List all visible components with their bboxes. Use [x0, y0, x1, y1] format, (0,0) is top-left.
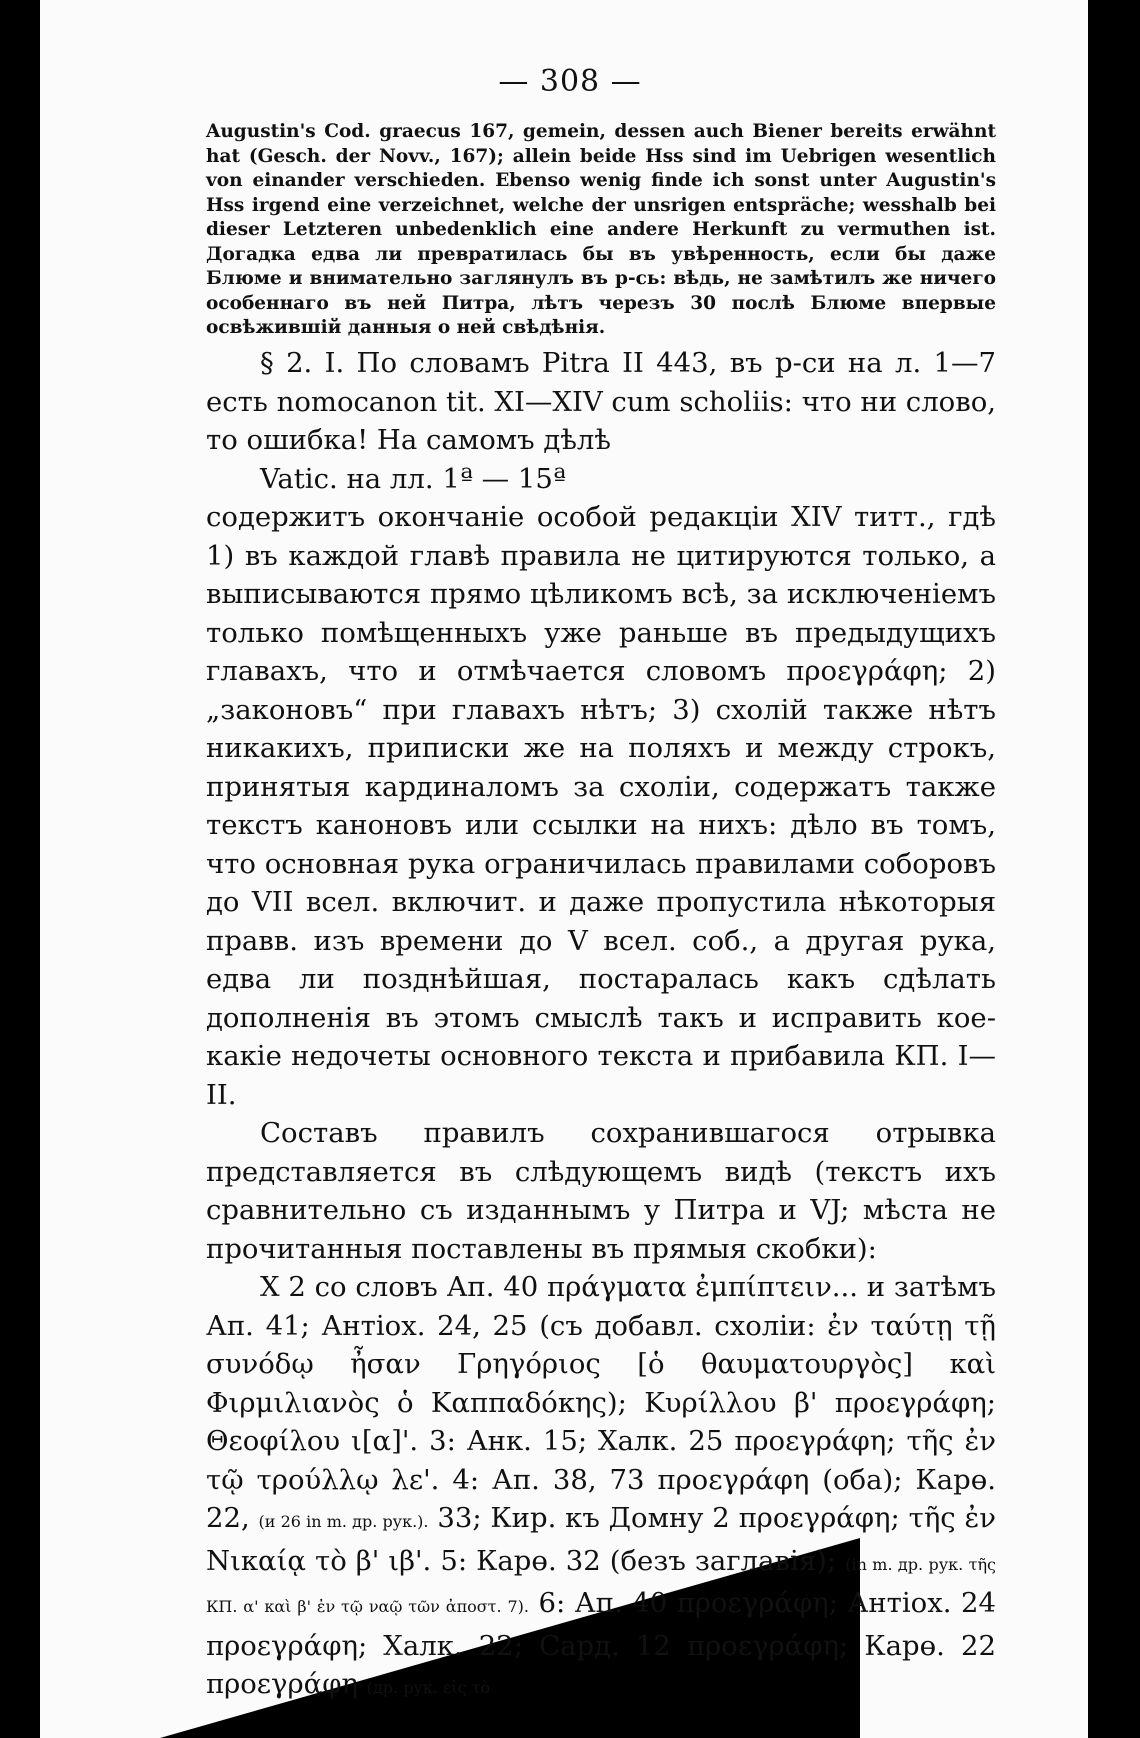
paragraph-4c: 6: Ап. 40 προεγράφη; Антіох. 24 προεγράφη; Халк. 22; Сард. 12 προεγράφη; Карө. 22 προεγράφη [206, 1587, 996, 1700]
vatic-line: Vatic. на лл. 1ª — 15ª [260, 462, 566, 495]
marginal-note-1: (и 26 in m. др. рук.). [258, 1512, 429, 1531]
section-paragraph-1: § 2. I. По словамъ Pitra II 443, въ р-си на л. 1—7 есть nomocanon tit. XI—XIV cum scholiis: что ни слово, то ошибка! На самомъ дѣлѣ [206, 347, 996, 456]
paragraph-4b: 33; Кир. къ Домну 2 προεγράφη; τῆς ἐν Νικαίᾳ τὸ β' ιβ'. 5: Карө. 32 (безъ заглавія); [206, 1502, 996, 1577]
section-paragraph-3: Составъ правилъ сохранившагося отрывка представляется въ слѣдующемъ видѣ (текстъ ихъ сравнительно съ изданнымъ у Питра и VJ; мѣста не прочитанныя поставлены въ прямыя скобки): [206, 1117, 996, 1265]
marginal-note-2: (in m. др. рук. τῆς КП. α' καὶ β' ἐν τῷ ναῷ τῶν ἀποστ. 7). [206, 1554, 996, 1616]
main-text [206, 344, 996, 1708]
small-print-paragraph [206, 120, 996, 341]
marginal-note-3: (др. рук. εἰς τὸ [366, 1678, 491, 1697]
paragraph-4a: X 2 со словъ Ап. 40 πράγματα ἐμπίπτειν... и затѣмъ Ап. 41; Антіох. 24, 25 (съ добавл. схоліи: ἐν ταύτῃ τῇ συνόδῳ ἦσαν Γρηγόριος [ὁ θαυματουργὸς] καὶ Φιρμιλιανὸς ὁ Καππαδόκης); Κυρίλλου β' προεγράφη; Θεοφίλου ι[α]'. 3: Анк. 15; Халк. 25 προεγράφη; τῆς ἐν τῷ τρούλλῳ λε'. 4: Ап. 38, 73 προεγράφη (оба); Карө. 22, [206, 1271, 996, 1534]
small-paragraph-text: Augustin's Cod. graecus 167, gemein, dessen auch Biener bereits erwähnt hat (Gesch. der Novv., 167); allein beide Hss sind im Uebrigen wesentlich von einander verschieden. Ebenso wenig finde ich sonst unter Augustin's Hss irgend eine verzeichnet, welche der unsrigen entspräche; wesshalb bei dieser Letzteren unbedenklich eine andere Herkunft zu vermuthen ist. Догадка едва ли превратилась бы въ увѣренность, если бы даже Блюме и внимательно заглянулъ въ р-сь: вѣдь, не замѣтилъ же ничего особеннаго въ ней Питра, лѣтъ черезъ 30 послѣ Блюме впервые освѣжившій данныя о ней свѣдѣнія. [206, 121, 996, 338]
page-number: — 308 — [498, 64, 642, 99]
section-paragraph-4 [206, 1268, 996, 1708]
section-paragraph-2: содержитъ окончаніе особой редакціи XIV титт., гдѣ 1) въ каждой главѣ правила не цитируются только, а выписываются прямо цѣликомъ всѣ, за исключеніемъ только помѣщенныхъ уже раньше въ предыдущихъ главахъ, что и отмѣчается словомъ προεγράφη; 2) „законовъ“ при главахъ нѣтъ; 3) схолій также нѣтъ никакихъ, приписки же на поляхъ и между строкъ, принятыя кардиналомъ за схоліи, содержатъ также текстъ каноновъ или ссылки на нихъ: дѣло въ томъ, что основная рука ограничилась правилами соборовъ до VII всел. включит. и даже пропустила нѣкоторыя правв. изъ времени до V всел. соб., а другая рука, едва ли позднѣйшая, постаралась какъ сдѣлать дополненія въ этомъ смыслѣ такъ и исправить кое-какіе недочеты основного текста и прибавила КП. I—II. [206, 501, 996, 1111]
